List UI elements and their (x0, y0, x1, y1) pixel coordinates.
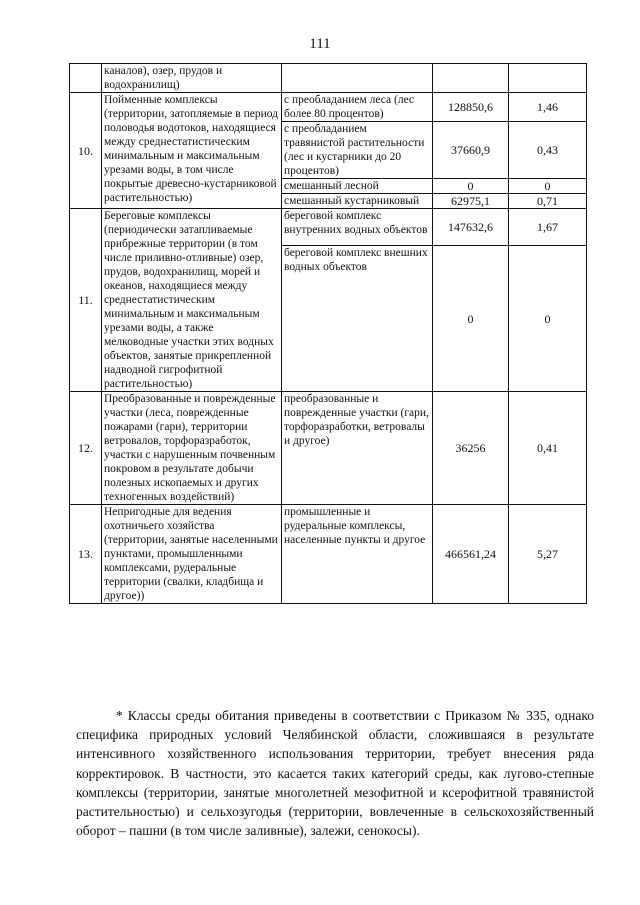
percent-value: 0,41 (509, 392, 587, 505)
percent-value: 1,46 (509, 93, 587, 122)
row-number: 11. (70, 209, 102, 392)
page-number: 111 (309, 36, 331, 52)
table-row (70, 64, 587, 93)
area-value: 128850,6 (433, 93, 509, 122)
footnote (76, 706, 594, 840)
footnote-text: * Классы среды обитания приведены в соответствии с Приказом № 335, однако специфика природных условий Челябинской области, сложившаяся в результате интенсивного хозяйственного использования территории, требует внесения ряда корректировок. В частности, это касается таких категорий среды, как лугово-степные комплексы (территории, занятые многолетней мезофитной и ксерофитной травянистой растительностью) и сельхозугодья (территории, вовлеченные в сельскохозяйственный оборот – пашни (в том числе заливные), залежи, сенокосы). (76, 708, 594, 839)
row-number: 10. (70, 93, 102, 209)
table-row (70, 392, 587, 505)
row-description: Береговые комплексы (периодически затапливаемые прибрежные территории (в том числе приливно-отливные) озер, прудов, водохранилищ, морей и океанов, находящиеся между среднестатистическим минимальным и максимальным урезами воды, а также мелководные участки этих водных объектов, занятые прикрепленной надводной гигрофитной растительностью) (102, 209, 282, 392)
percent-value: 0 (509, 246, 587, 392)
habitat-type: преобразованные и поврежденные участки (гари, торфоразработки, ветровалы и другое) (282, 392, 433, 505)
habitat-type: промышленные и рудеральные комплексы, населенные пункты и другое (282, 505, 433, 604)
table-row (70, 93, 587, 122)
habitat-type: смешанный кустарниковый (282, 194, 433, 209)
percent-value: 0 (509, 179, 587, 194)
habitat-type: береговой комплекс внешних водных объектов (282, 246, 433, 392)
area-value: 147632,6 (433, 209, 509, 246)
habitat-type: смешанный лесной (282, 179, 433, 194)
row-description: Непригодные для ведения охотничьего хозяйства (территории, занятые населенными пунктами, промышленными комплексами, рудеральные территории (свалки, кладбища и другое)) (102, 505, 282, 604)
percent-value: 0,43 (509, 122, 587, 179)
habitat-type: с преобладанием травянистой растительности (лес и кустарники до 20 процентов) (282, 122, 433, 179)
table-row (70, 505, 587, 604)
habitat-type: с преобладанием леса (лес более 80 процентов) (282, 93, 433, 122)
row-description: каналов), озер, прудов и водохранилищ) (102, 64, 282, 93)
area-value: 62975,1 (433, 194, 509, 209)
percent-value: 5,27 (509, 505, 587, 604)
row-description: Преобразованные и поврежденные участки (леса, поврежденные пожарами (гари), территории ветровалов, торфоразработок, участки с нарушенным почвенным покровом в результате добычи полезных ископаемых и других техногенных воздействий) (102, 392, 282, 505)
habitat-type: береговой комплекс внутренних водных объектов (282, 209, 433, 246)
row-number: 12. (70, 392, 102, 505)
percent-value: 0,71 (509, 194, 587, 209)
area-value: 37660,9 (433, 122, 509, 179)
table-row (70, 209, 587, 246)
percent-value: 1,67 (509, 209, 587, 246)
row-number: 13. (70, 505, 102, 604)
habitat-classes-table (69, 63, 587, 604)
row-description: Пойменные комплексы (территории, затопляемые в период половодья водотоков, находящиеся между среднестатистическим минимальным и максимальным урезами воды, в том числе покрытые древесно-кустарниковой растительностью) (102, 93, 282, 209)
area-value: 0 (433, 246, 509, 392)
area-value: 36256 (433, 392, 509, 505)
area-value: 0 (433, 179, 509, 194)
area-value: 466561,24 (433, 505, 509, 604)
